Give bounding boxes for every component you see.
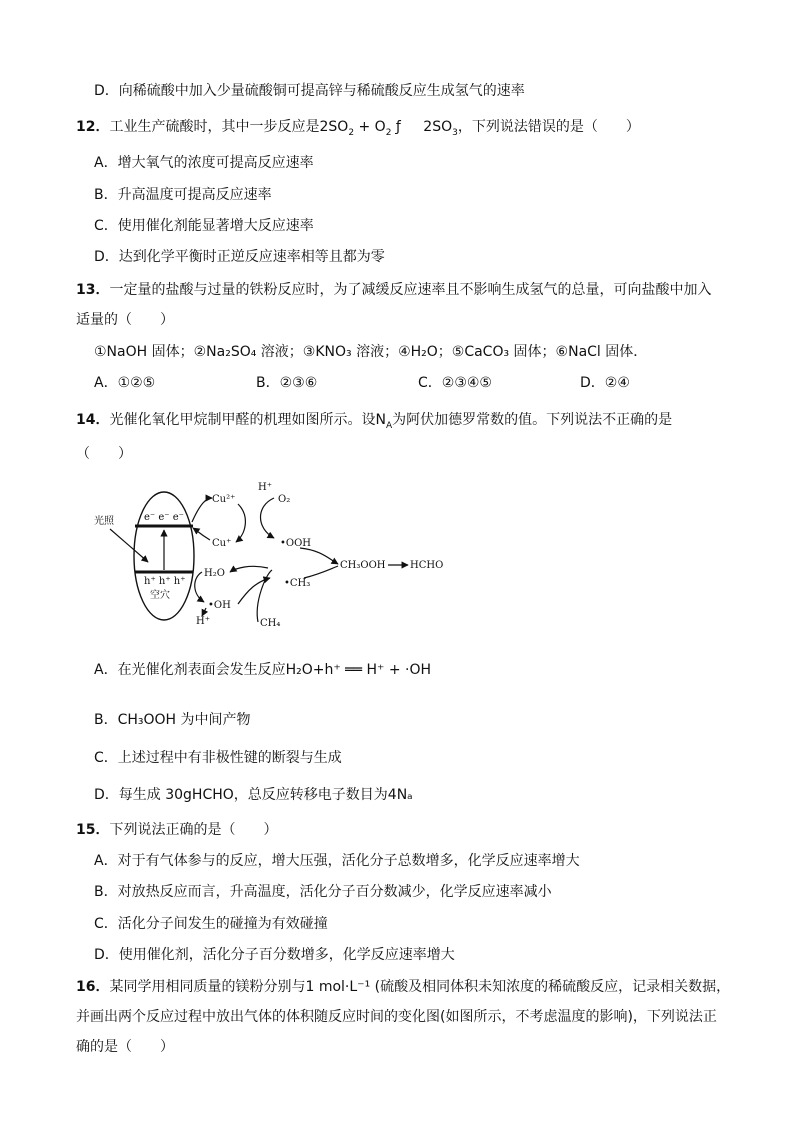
q12-option-b: B．升高温度可提高反应速率	[94, 187, 272, 203]
q15-stem-text: 下列说法正确的是（ ）	[109, 822, 278, 838]
q15-stem	[76, 820, 277, 840]
q12-stem	[76, 117, 640, 137]
q12-sub2b: 2	[385, 127, 392, 138]
h2o-label: H₂O	[204, 568, 225, 579]
mechanism-diagram	[88, 474, 468, 634]
cu1-label: Cu⁺	[212, 538, 232, 549]
q13-stem1: 一定量的盐酸与过量的铁粉反应时，为了减缓反应速率且不影响生成氢气的总量，可向盐酸中加入	[109, 282, 712, 298]
q15-option-a: A．对于有气体参与的反应，增大压强，活化分子总数增多，化学反应速率增大	[94, 853, 580, 869]
q13-stem-line2: 适量的（ ）	[76, 312, 174, 328]
q15-option-d: D．使用催化剂，活化分子百分数增多，化学反应速率增大	[94, 947, 455, 963]
q13-option-d: D．②④	[580, 375, 630, 391]
q14-stem1-end: 为阿伏加德罗常数的值。下列说法不正确的是	[392, 412, 673, 428]
q16-stem-line3: 确的是（ ）	[76, 1039, 174, 1055]
ch4-label: CH₄	[260, 618, 281, 629]
q14-option-c: C．上述过程中有非极性键的断裂与生成	[94, 750, 342, 766]
q13-stem-line1	[76, 280, 711, 300]
o2-label: O₂	[278, 494, 291, 505]
q14-option-a: A．在光催化剂表面会发生反应H₂O+h⁺ ══ H⁺ + ·OH	[94, 662, 432, 678]
q16-stem-line2: 并画出两个反应过程中放出气体的体积随反应时间的变化图(如图所示，不考虑温度的影响)，下列说法正	[76, 1009, 717, 1025]
hole-label: 空穴	[150, 590, 170, 601]
q14-option-d: D．每生成 30gHCHO，总反应转移电子数目为4Nₐ	[94, 787, 413, 803]
ch3ooh-label: CH₃OOH	[340, 560, 386, 571]
q12-stem-a: 工业生产硫酸时，其中一步反应是2SO	[109, 119, 349, 135]
q14-stem-line2: （ ）	[76, 446, 132, 462]
q12-stem-e: ，下列说法错误的是（ ）	[457, 119, 640, 135]
q14-stem-line1	[76, 410, 672, 430]
q14-option-b: B．CH₃OOH 为中间产物	[94, 712, 251, 728]
q11-option-d: D．向稀硫酸中加入少量硫酸铜可提高锌与稀硫酸反应生成氢气的速率	[94, 83, 525, 99]
q12-option-a: A．增大氧气的浓度可提高反应速率	[94, 155, 314, 171]
electrons-label: e⁻ e⁻ e⁻	[144, 512, 184, 523]
q14-stem1: 光催化氧化甲烷制甲醛的机理如图所示。设N	[109, 412, 386, 428]
oh-label: •OH	[208, 600, 231, 611]
q13-choices: ①NaOH 固体；②Na₂SO₄ 溶液；③KNO₃ 溶液；④H₂O；⑤CaCO₃ 固体；⑥NaCl 固体．	[94, 344, 648, 360]
q13-option-a: A．①②⑤	[94, 375, 156, 391]
q16-stem1: 某同学用相同质量的镁粉分别与1 mol·L⁻¹ (硫酸及相同体积未知浓度的稀硫酸反应，记录相关数据，	[109, 979, 731, 995]
q12-sub3: 3	[452, 127, 458, 138]
hcho-label: HCHO	[410, 560, 444, 571]
q15-option-c: C．活化分子间发生的碰撞为有效碰撞	[94, 916, 328, 932]
q16-stem-line1	[76, 977, 730, 997]
q13-option-c: C．②③④⑤	[418, 375, 492, 391]
q13-option-b: B．②③⑥	[256, 375, 318, 391]
q15-option-b: B．对放热反应而言，升高温度，活化分子百分数减少，化学反应速率减小	[94, 884, 552, 900]
h-plus-bottom-label: H⁺	[196, 616, 210, 627]
q12-sub2: 2	[348, 127, 355, 138]
q12-number: 12．	[76, 119, 110, 135]
q16-number: 16．	[76, 979, 110, 995]
cu2-label: Cu²⁺	[212, 494, 236, 505]
q12-stem-c: ƒ	[391, 119, 406, 135]
light-label: 光照	[94, 516, 114, 527]
holes-label: h⁺ h⁺ h⁺	[144, 576, 186, 587]
q12-stem-d: 2SO	[423, 119, 453, 135]
h-plus-top-label: H⁺	[258, 482, 272, 493]
q14-stem1-sub: A	[385, 420, 393, 431]
q13-number: 13．	[76, 282, 110, 298]
light-arrow	[110, 529, 148, 562]
q12-option-c: C．使用催化剂能显著增大反应速率	[94, 218, 314, 234]
ch3-label: •CH₃	[284, 578, 311, 589]
ooh-label: •OOH	[280, 538, 312, 549]
q12-stem-b: + O	[354, 119, 386, 135]
q12-option-d: D．达到化学平衡时正逆反应速率相等且都为零	[94, 249, 385, 265]
q15-number: 15．	[76, 822, 110, 838]
q14-number: 14．	[76, 412, 110, 428]
